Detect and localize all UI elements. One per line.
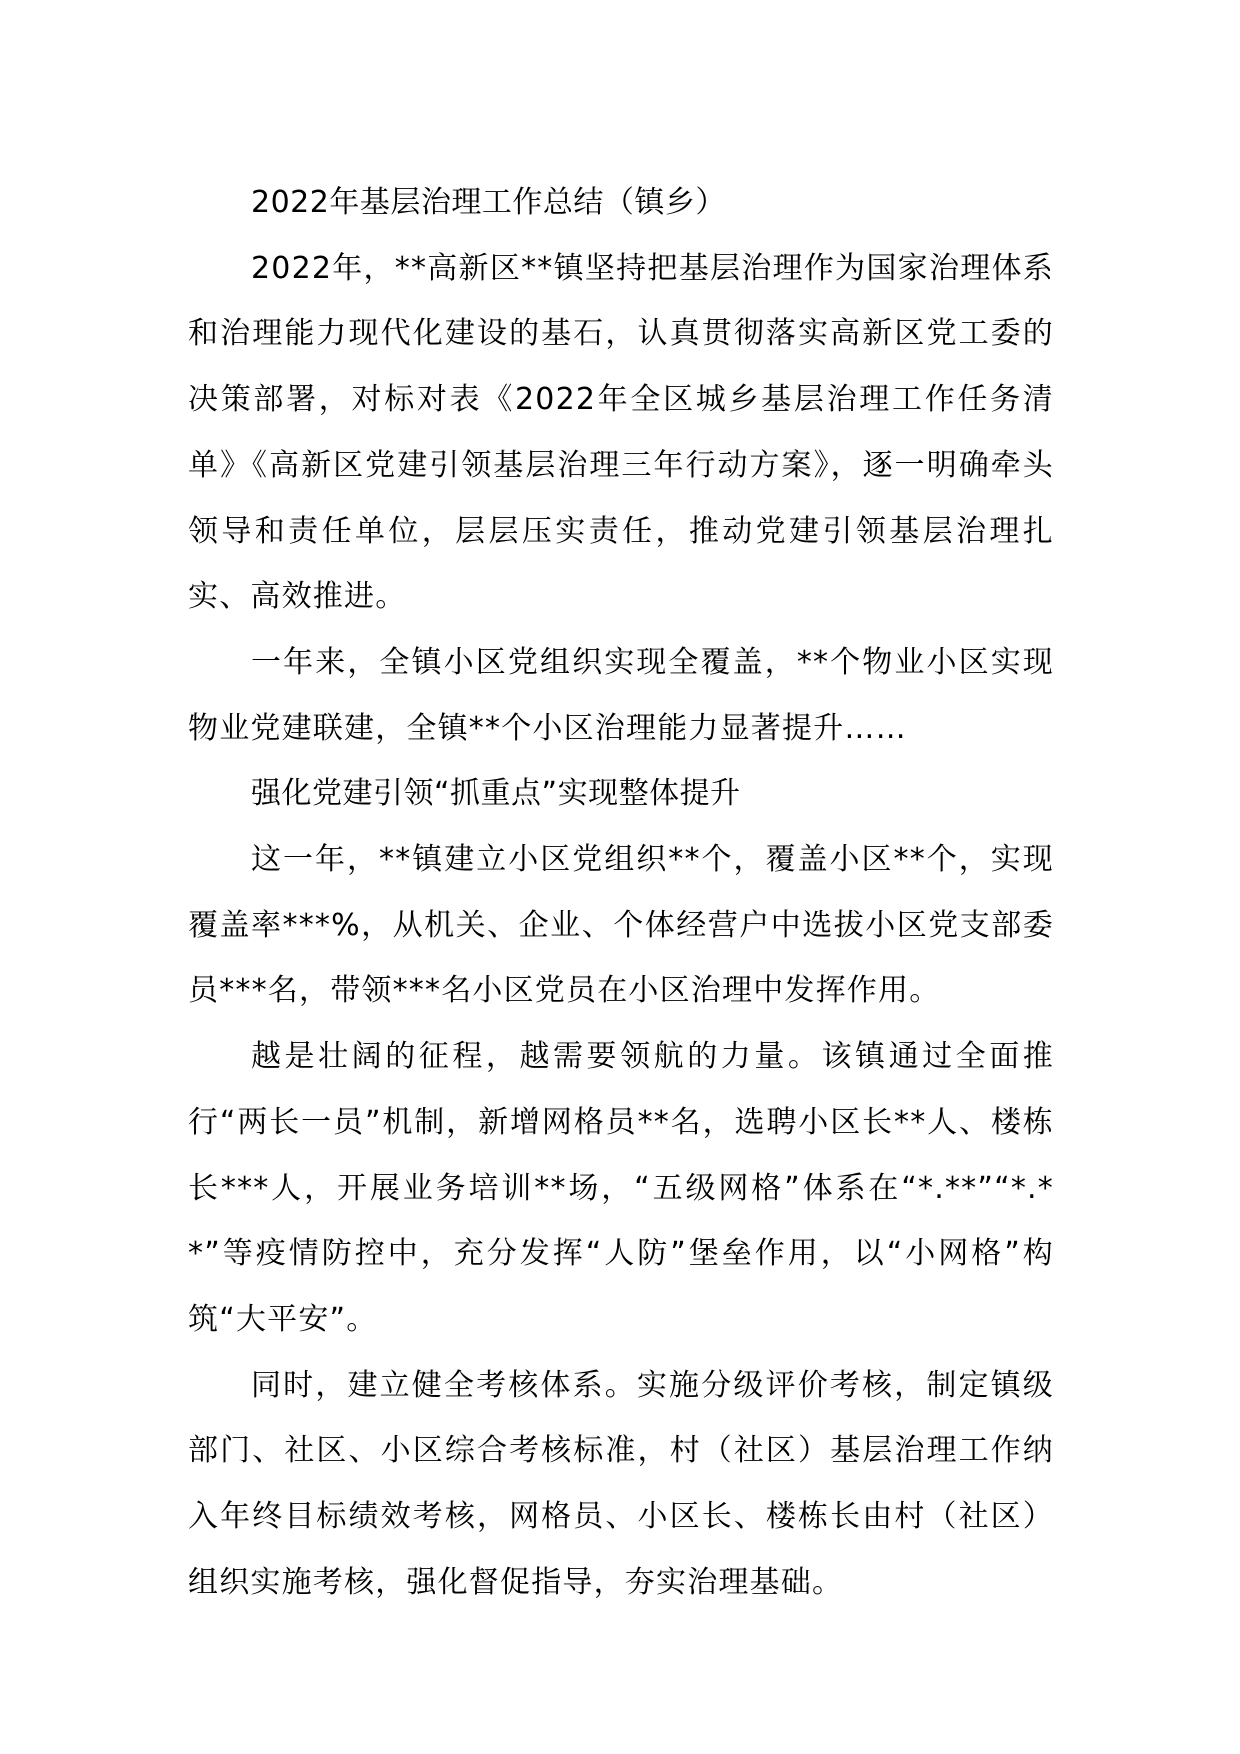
document-body: [188, 170, 1054, 1615]
paragraph-party-organizations: 这一年，**镇建立小区党组织**个，覆盖小区**个，实现覆盖率***%，从机关、企业、个体经营户中选拔小区党支部委员***名，带领***名小区党员在小区治理中发挥作用。: [188, 842, 1054, 1009]
paragraph-grid-mechanism: 越是壮阔的征程，越需要领航的力量。该镇通过全面推行“两长一员”机制，新增网格员**名，选聘小区长**人、楼栋长***人，开展业务培训**场，“五级网格”体系在“*.**”“*.**”等疫情防控中，充分发挥“人防”堡垒作用，以“小网格”构筑“大平安”。: [188, 1039, 1054, 1337]
section-heading: 强化党建引领“抓重点”实现整体提升: [251, 776, 741, 812]
paragraph-assessment-system: 同时，建立健全考核体系。实施分级评价考核，制定镇级部门、社区、小区综合考核标准，村（社区）基层治理工作纳入年终目标绩效考核，网格员、小区长、楼栋长由村（社区）组织实施考核，强化督促指导，夯实治理基础。: [188, 1367, 1054, 1600]
document-title: 2022年基层治理工作总结（镇乡）: [251, 185, 726, 220]
paragraph-achievements: 一年来，全镇小区党组织实现全覆盖，**个物业小区实现物业党建联建，全镇**个小区治理能力显著提升……: [188, 644, 1054, 746]
paragraph-intro: 2022年，**高新区**镇坚持把基层治理作为国家治理体系和治理能力现代化建设的基石，认真贯彻落实高新区党工委的决策部署，对标对表《2022年全区城乡基层治理工作任务清单》《高新区党建引领基层治理三年行动方案》，逐一明确牵头领导和责任单位，层层压实责任，推动党建引领基层治理扎实、高效推进。: [188, 250, 1054, 615]
